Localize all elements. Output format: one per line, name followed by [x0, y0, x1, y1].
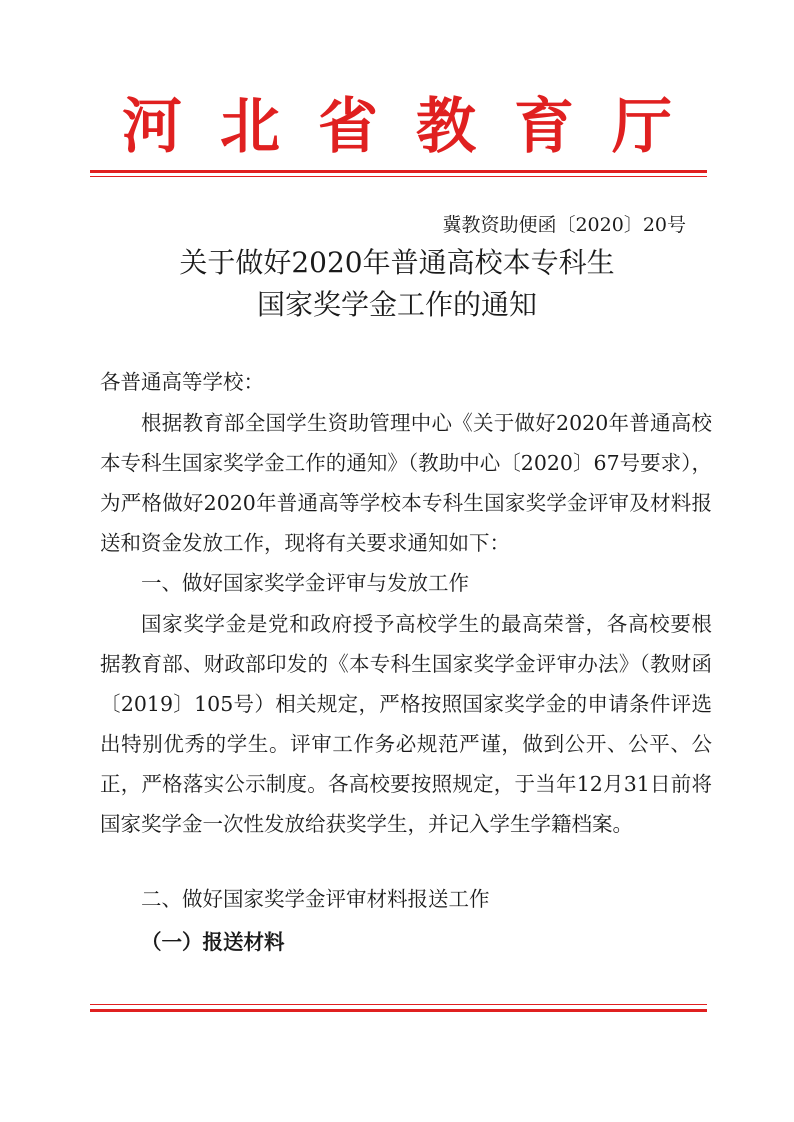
footer-red-rule-thin	[90, 1004, 707, 1005]
section-1-heading: 一、做好国家奖学金评审与发放工作	[141, 571, 469, 595]
section-2-subheading: （一）报送材料	[141, 930, 285, 954]
header-red-rule-thin	[90, 176, 707, 177]
section-2-heading: 二、做好国家奖学金评审材料报送工作	[141, 887, 490, 911]
salutation: 各普通高等学校：	[100, 370, 264, 394]
issuing-authority-title: 河北省教育厅	[122, 92, 710, 162]
footer-red-rule-thick	[90, 1009, 707, 1012]
document-title-line-2: 国家奖学金工作的通知	[256, 288, 537, 321]
header-red-rule-thick	[90, 170, 707, 173]
intro-paragraph: 根据教育部全国学生资助管理中心《关于做好2020年普通高校本专科生国家奖学金工作的通知》（教助中心〔2020〕67号要求），为严格做好2020年普通高等学校本专科生国家奖学金评审及材料报送和资金发放工作，现将有关要求通知如下：	[100, 411, 712, 555]
section-1-paragraph: 国家奖学金是党和政府授予高校学生的最高荣誉，各高校要根据教育部、财政部印发的《本专科生国家奖学金评审办法》（教财函〔2019〕105号）相关规定，严格按照国家奖学金的申请条件评选出特别优秀的学生。评审工作务必规范严谨，做到公开、公平、公正，严格落实公示制度。各高校要按照规定，于当年12月31日前将国家奖学金一次性发放给获奖学生，并记入学生学籍档案。	[100, 612, 712, 836]
document-title-line-1: 关于做好2020年普通高校本专科生	[179, 246, 615, 279]
document-number: 冀教资助便函〔2020〕20号	[442, 214, 686, 236]
